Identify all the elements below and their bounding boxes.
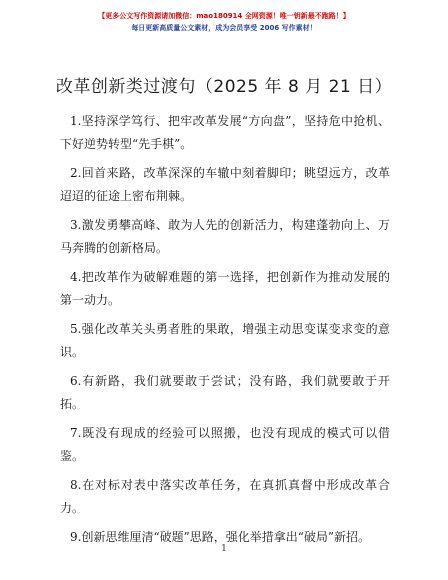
list-item: 5.强化改革关头勇者胜的果敢，增强主动思变谋变求变的意识。 <box>60 322 390 359</box>
document-title: 改革创新类过渡句（2025 年 8 月 21 日） <box>55 77 393 97</box>
header-banner <box>0 10 448 34</box>
list-item: 4.把改革作为破解难题的第一选择，把创新作为推动发展的第一动力。 <box>60 270 390 307</box>
list-item: 2.回首来路，改革深深的车辙中刻着脚印；眺望远方，改革迢迢的征途上密布荆棘。 <box>60 166 390 203</box>
list-item: 1.坚持深学笃行、把牢改革发展“方向盘”，坚持危中抢机、下好逆势转型“先手棋”。 <box>60 114 390 151</box>
banner-promo-line: 【更多公文写作资源请加微信：mao180914 全网资源！唯一钥新最不跑路！】 <box>98 12 350 20</box>
list-item: 8.在对标对表中落实改革任务，在真抓真督中形成改革合力。 <box>60 478 390 515</box>
list-item: 6.有新路，我们就要敢于尝试；没有路，我们就要敢于开拓。 <box>60 374 390 411</box>
list-item: 7.既没有现成的经验可以照搬，也没有现成的模式可以借鉴。 <box>60 426 390 463</box>
banner-update-line: 每日更新高质量公文素材，成为会员享受 2006 写作素材！ <box>131 24 317 32</box>
transition-sentence-list <box>60 110 390 555</box>
list-item: 3.激发勇攀高峰、敢为人先的创新活力，构建蓬勃向上、万马奔腾的创新格局。 <box>60 218 390 255</box>
list-item: 9.创新思维厘清“破题”思路，强化举措拿出“破局”新招。 <box>70 530 370 544</box>
page-number: 1 <box>221 544 227 554</box>
